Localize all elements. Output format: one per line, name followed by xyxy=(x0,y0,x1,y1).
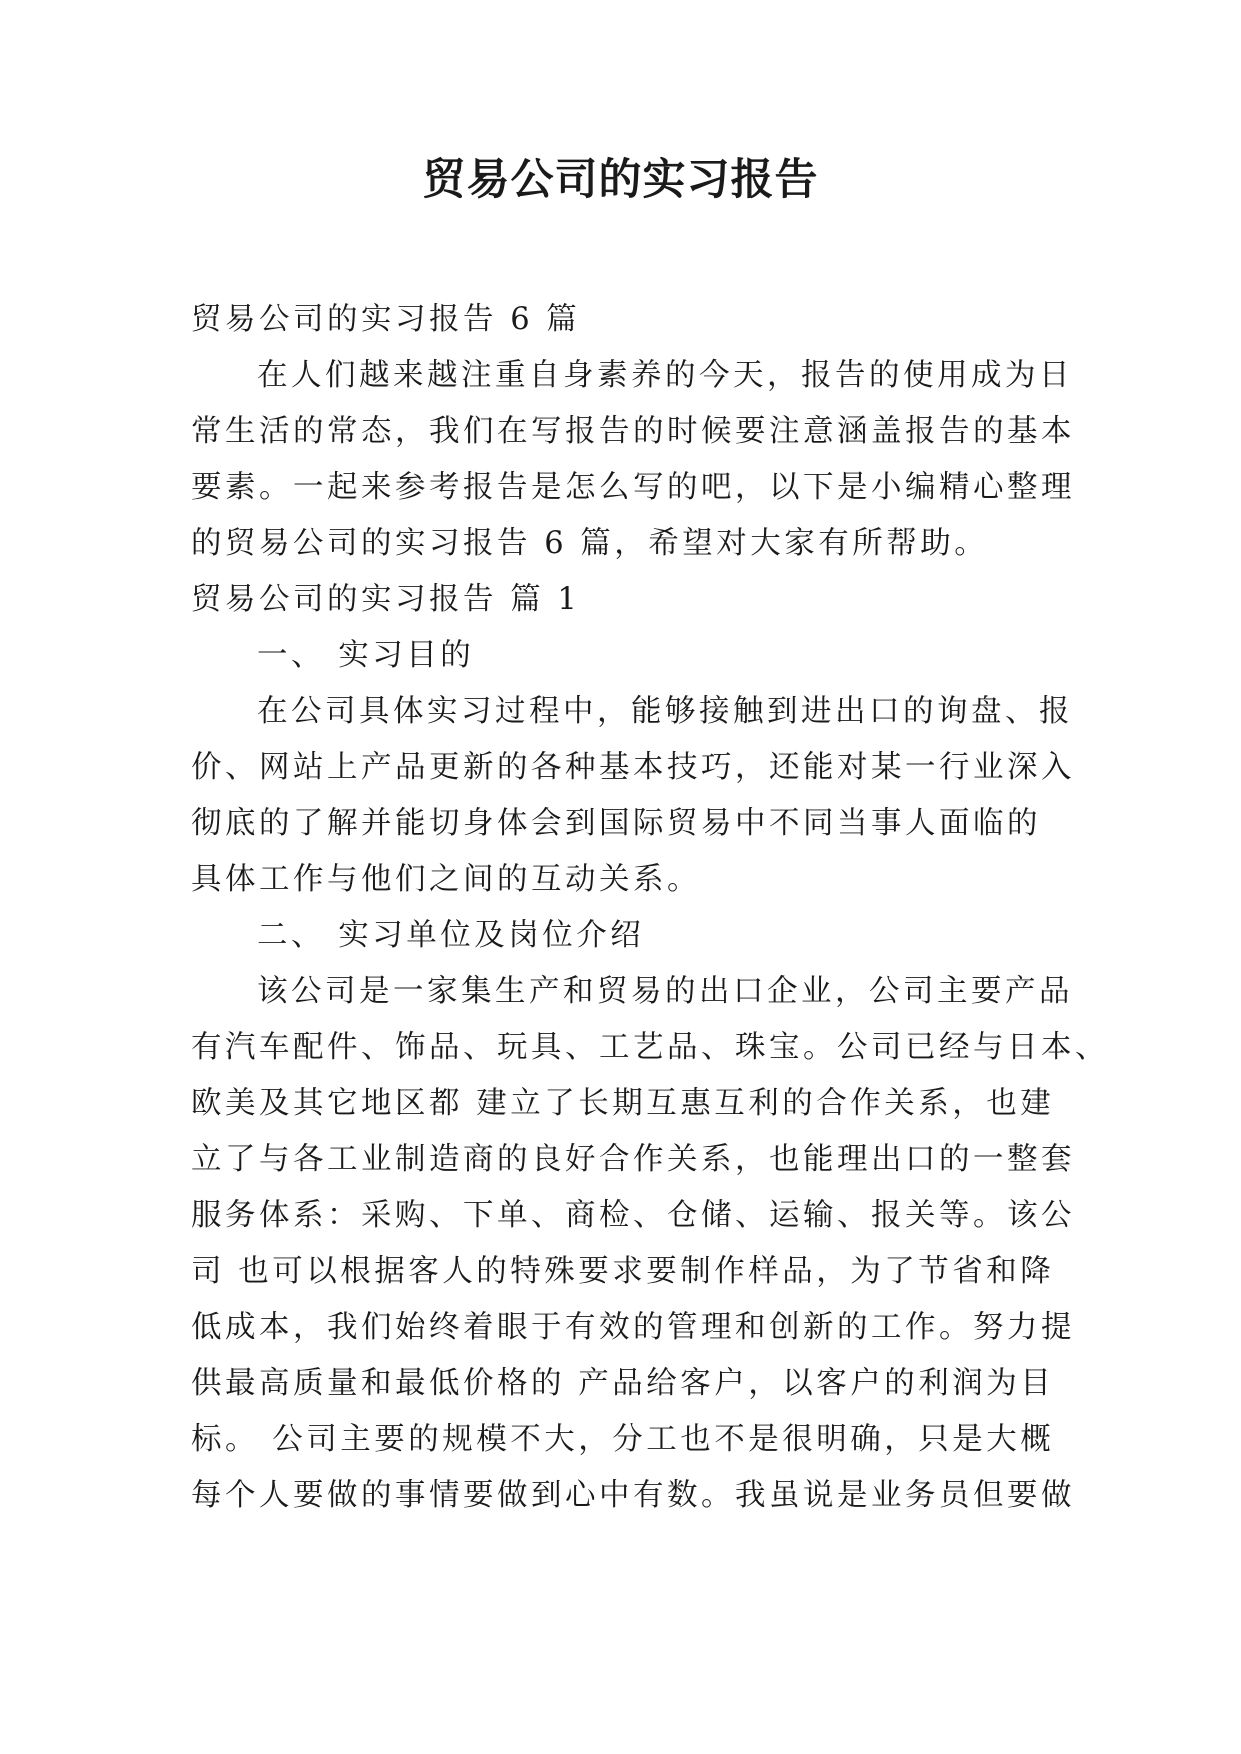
document-title: 贸易公司的实习报告 xyxy=(422,155,819,205)
text-line: 在公司具体实习过程中，能够接触到进出口的询盘、报 xyxy=(257,694,1073,729)
text-line: 供最高质量和最低价格的 产品给客户，以客户的利润为目 xyxy=(191,1366,1055,1401)
text-line: 一、 实习目的 xyxy=(257,638,475,673)
text-line: 贸易公司的实习报告 6 篇 xyxy=(191,302,581,337)
text-line: 具体工作与他们之间的互动关系。 xyxy=(191,862,701,897)
text-line: 的贸易公司的实习报告 6 篇，希望对大家有所帮助。 xyxy=(191,526,989,561)
text-line: 二、 实习单位及岗位介绍 xyxy=(257,918,645,953)
text-line: 贸易公司的实习报告 篇 1 xyxy=(191,582,581,617)
text-line: 司 也可以根据客人的特殊要求要制作样品，为了节省和降 xyxy=(191,1254,1055,1289)
text-line: 每个人要做的事情要做到心中有数。我虽说是业务员但要做 xyxy=(191,1478,1075,1513)
text-line: 该公司是一家集生产和贸易的出口企业，公司主要产品 xyxy=(257,974,1073,1009)
text-line: 低成本，我们始终着眼于有效的管理和创新的工作。努力提 xyxy=(191,1310,1075,1345)
text-line: 价、网站上产品更新的各种基本技巧，还能对某一行业深入 xyxy=(191,750,1075,785)
text-line: 立了与各工业制造商的良好合作关系，也能理出口的一整套 xyxy=(191,1142,1075,1177)
text-line: 彻底的了解并能切身体会到国际贸易中不同当事人面临的 xyxy=(191,806,1041,841)
text-line: 欧美及其它地区都 建立了长期互惠互利的合作关系，也建 xyxy=(191,1086,1055,1121)
text-line: 标。 公司主要的规模不大，分工也不是很明确，只是大概 xyxy=(191,1422,1055,1457)
text-line: 服务体系：采购、下单、商检、仓储、运输、报关等。该公 xyxy=(191,1198,1075,1233)
document-body xyxy=(191,292,1109,1524)
text-line: 在人们越来越注重自身素养的今天，报告的使用成为日 xyxy=(257,358,1073,393)
text-line: 常生活的常态，我们在写报告的时候要注意涵盖报告的基本 xyxy=(191,414,1075,449)
text-line: 要素。一起来参考报告是怎么写的吧，以下是小编精心整理 xyxy=(191,470,1075,505)
text-line: 有汽车配件、饰品、玩具、工艺品、珠宝。公司已经与日本、 xyxy=(191,1030,1109,1065)
